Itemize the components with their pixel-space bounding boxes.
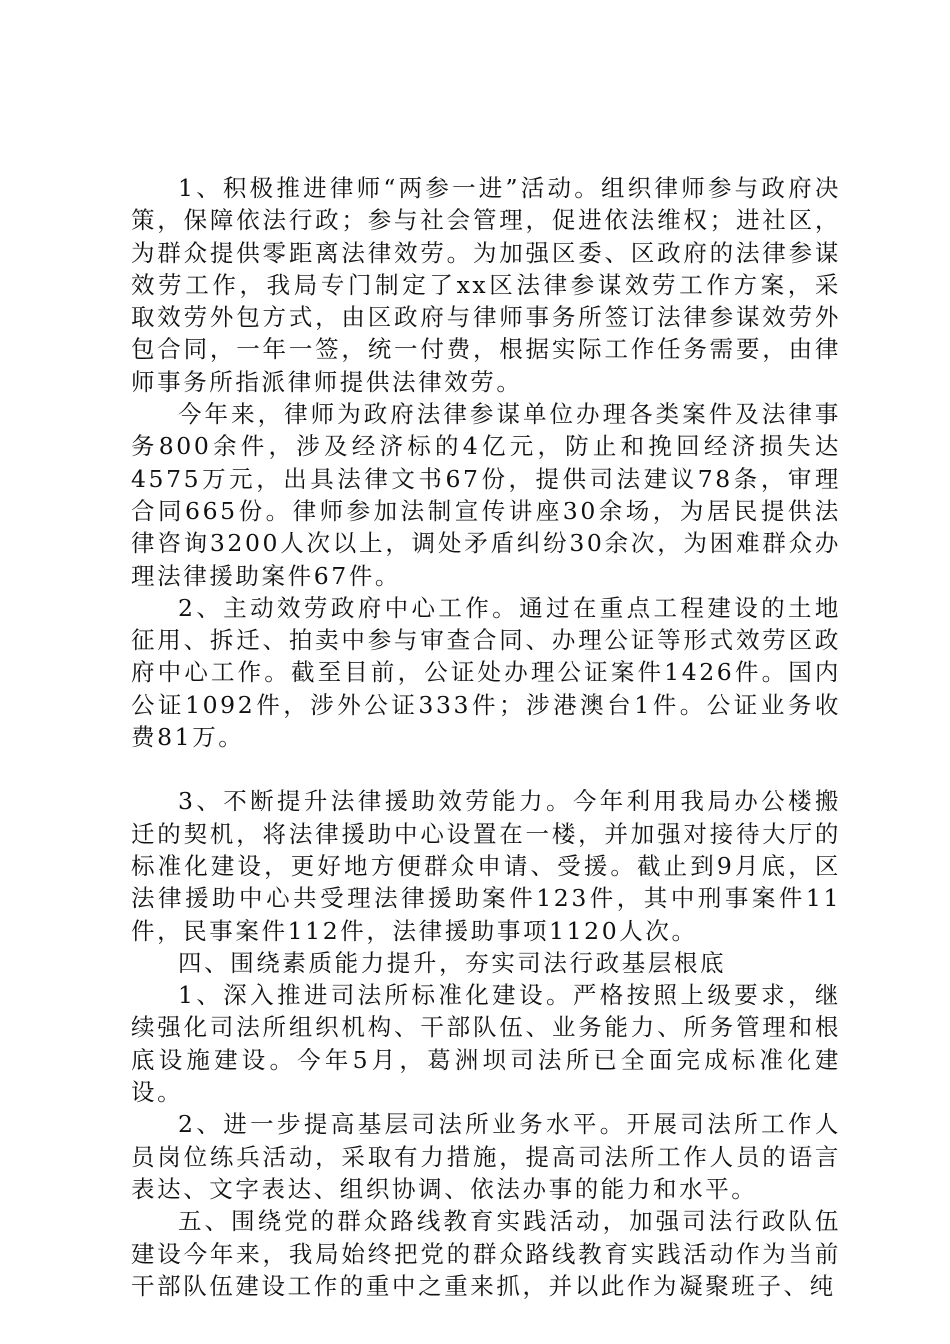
section-heading-four: 四、围绕素质能力提升，夯实司法行政基层根底 — [178, 948, 727, 977]
paragraph-lawyer-activity: 1、积极推进律师“两参一进”活动。组织律师参与政府决策，保障依法行政；参与社会管理，促进依法维权；进社区，为群众提供零距离法律效劳。为加强区委、区政府的法律参谋效劳工作，我局专门制定了xx区法律参谋效劳工作方案，采取效劳外包方式，由区政府与律师事务所签订法律参谋效劳外包合同，一年一签，统一付费，根据实际工作任务需要，由律师事务所指派律师提供法律效劳。 — [131, 174, 841, 396]
paragraph-lawyer-statistics: 今年来，律师为政府法律参谋单位办理各类案件及法律事务800余件，涉及经济标的4亿元，防止和挽回经济损失达4575万元，出具法律文书67份，提供司法建议78条，审理合同665份。律师参加法制宣传讲座30余场，为居民提供法律咨询3200人次以上，调处矛盾纠纷30余次，为困难群众办理法律援助案件67件。 — [131, 400, 841, 590]
document-body — [131, 172, 841, 1302]
paragraph-legal-aid: 3、不断提升法律援助效劳能力。今年利用我局办公楼搬迁的契机，将法律援助中心设置在一楼，并加强对接待大厅的标准化建设，更好地方便群众申请、受援。截止到9月底，区法律援助中心共受理法律援助案件123件，其中刑事案件11件，民事案件112件，法律援助事项1120人次。 — [131, 787, 841, 945]
paragraph-grassroots-skills: 2、进一步提高基层司法所业务水平。开展司法所工作人员岗位练兵活动，采取有力措施，提高司法所工作人员的语言表达、文字表达、组织协调、依法办事的能力和水平。 — [131, 1110, 841, 1203]
section-heading-five: 五、围绕党的群众路线教育实践活动，加强司法行政队伍建设今年来，我局始终把党的群众路线教育实践活动作为当前干部队伍建设工作的重中之重来抓，并以此作为凝聚班子、纯 — [131, 1207, 841, 1300]
paragraph-standardization: 1、深入推进司法所标准化建设。严格按照上级要求，继续强化司法所组织机构、干部队伍、业务能力、所务管理和根底设施建设。今年5月，葛洲坝司法所已全面完成标准化建设。 — [131, 981, 841, 1107]
paragraph-notary-service: 2、主动效劳政府中心工作。通过在重点工程建设的土地征用、拆迁、拍卖中参与审查合同、办理公证等形式效劳区政府中心工作。截至目前，公证处办理公证案件1426件。国内公证1092件，涉外公证333件；涉港澳台1件。公证业务收费81万。 — [131, 593, 841, 752]
